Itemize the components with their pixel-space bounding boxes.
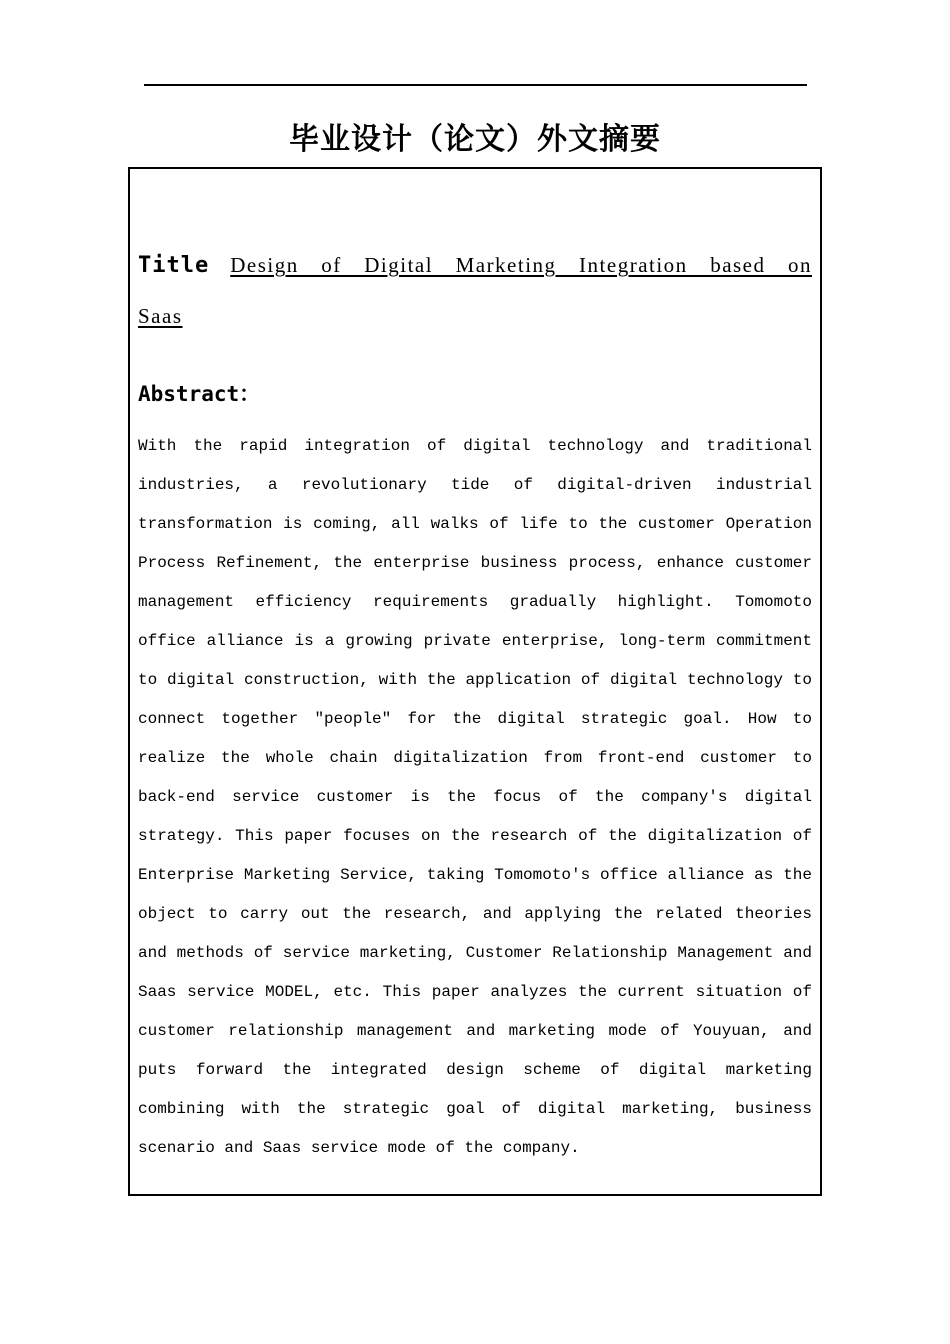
title-text-line1: Design of Digital Marketing Integration based on xyxy=(230,253,813,277)
title-line-continued xyxy=(138,291,812,342)
abstract-body: With the rapid integration of digital technology and traditional industries, a revolutionary tide of digital-driven industrial transformation is coming, all walks of life to the customer Operation Process Refinement, the enterprise business process, enhance customer management efficiency requirements gradually highlight. Tomomoto office alliance is a growing private enterprise, long-term commitment to digital construction, with the application of digital technology to connect together "people" for the digital strategic goal. How to realize the whole chain digitalization from front-end customer to back-end service customer is the focus of the company's digital strategy. This paper focuses on the research of the digitalization of Enterprise Marketing Service, taking Tomomoto's office alliance as the object to carry out the research, and applying the related theories and methods of service marketing, Customer Relationship Management and Saas service MODEL, etc. This paper analyzes the current situation of customer relationship management and marketing mode of Youyuan, and puts forward the integrated design scheme of digital marketing combining with the strategic goal of digital marketing, business scenario and Saas service mode of the company. xyxy=(138,437,812,1157)
title-label: Title xyxy=(138,253,210,278)
header-rule xyxy=(144,84,807,86)
title-line xyxy=(138,240,812,291)
abstract-label: Abstract： xyxy=(138,382,261,406)
page-title: 毕业设计（论文）外文摘要 xyxy=(289,122,661,157)
title-text-line2: Saas xyxy=(138,304,183,328)
